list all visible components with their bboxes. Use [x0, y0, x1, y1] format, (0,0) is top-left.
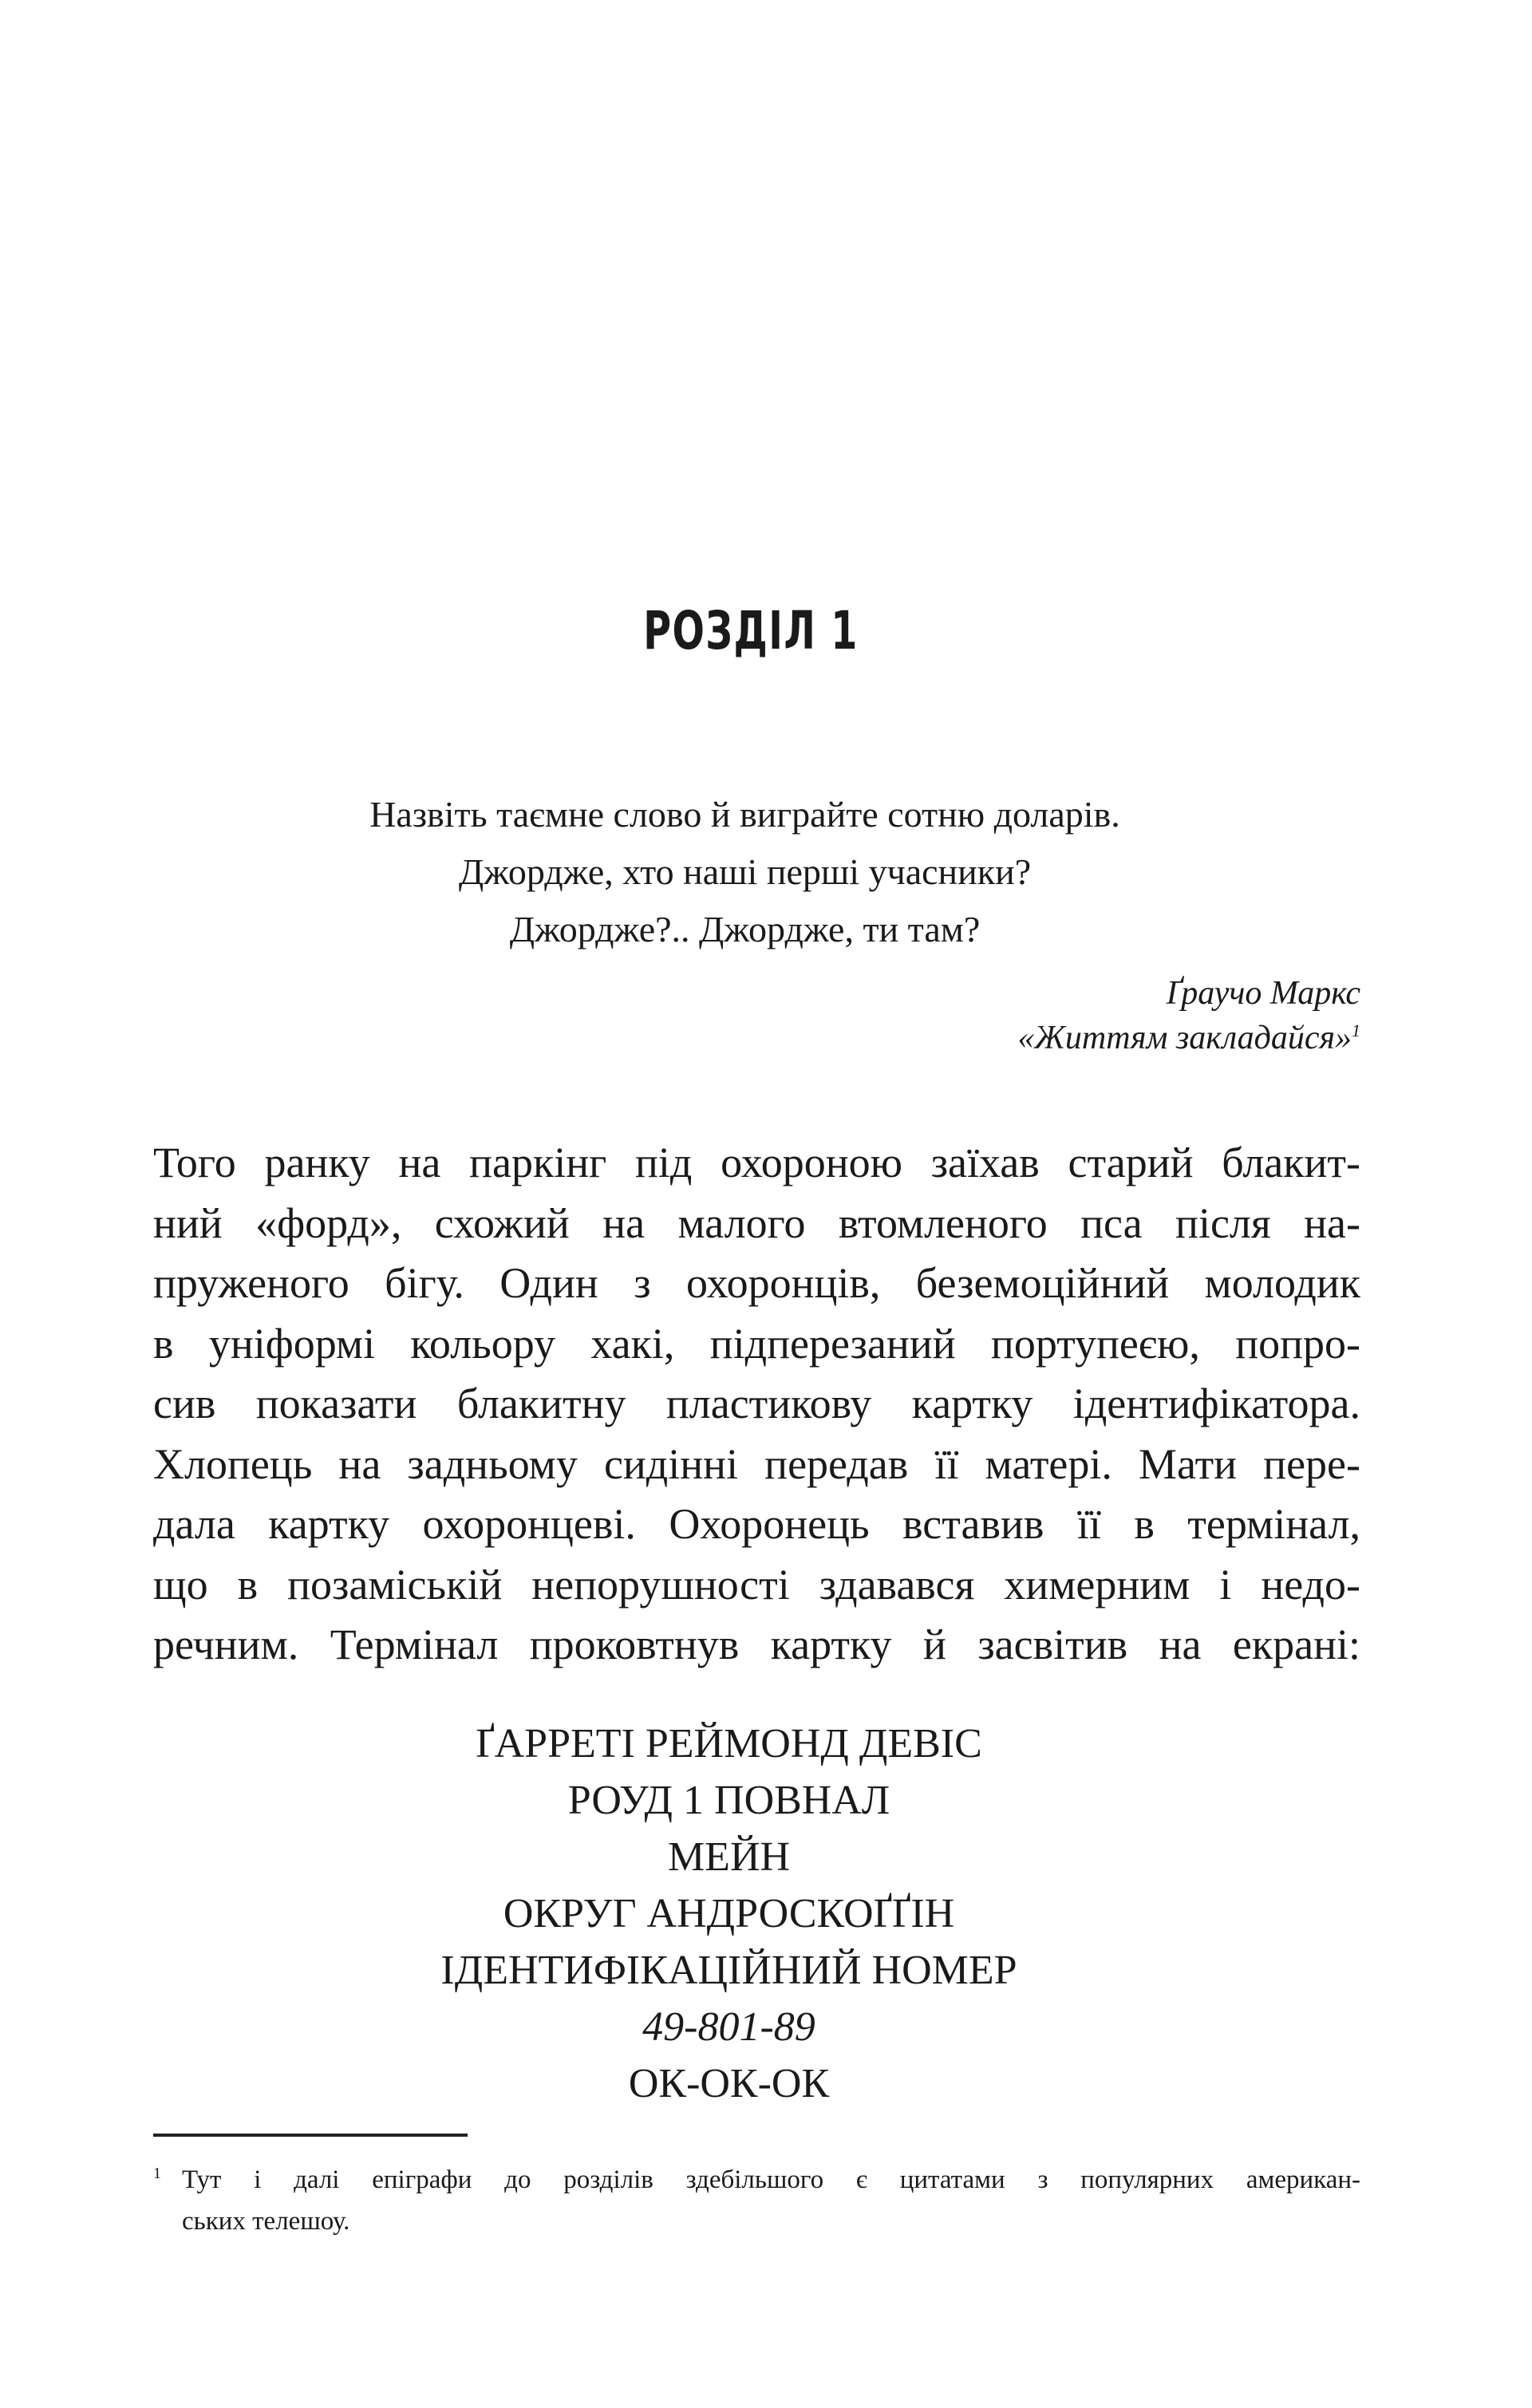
body-line: що в позаміській непорушності здавався химерним і недо-	[153, 1560, 1360, 1609]
terminal-line: ОКРУГ АНДРОСКОҐҐІН	[503, 1891, 955, 1936]
body-line: Хлопець на задньому сидінні передав її матері. Мати пере-	[153, 1439, 1360, 1488]
terminal-line: МЕЙН	[667, 1834, 791, 1880]
epigraph-author: Ґраучо Маркс	[1166, 975, 1360, 1012]
epigraph-line: Джордже?.. Джордже, ти там?	[509, 909, 981, 949]
body-line: дала картку охоронцеві. Охоронець вставив її в термінал,	[153, 1500, 1360, 1548]
epigraph-line: Джордже, хто наші перші учасники?	[458, 851, 1032, 892]
terminal-line: ОК-ОК-ОК	[628, 2061, 830, 2106]
terminal-line: ІДЕНТИФІКАЦІЙНИЙ НОМЕР	[440, 1948, 1017, 1993]
footnote-divider	[153, 2134, 468, 2137]
body-line: ний «форд», схожий на малого втомленого пса після на-	[153, 1198, 1360, 1247]
terminal-id-number: 49-801-89	[642, 2004, 815, 2050]
epigraph-line: Назвіть таємне слово й виграйте сотню доларів.	[369, 794, 1120, 835]
footnote-line	[153, 2159, 1360, 2201]
footnote-number: 1	[153, 2165, 161, 2182]
epigraph	[153, 786, 1360, 1060]
terminal-line: ҐАРРЕТІ РЕЙМОНД ДЕВІС	[476, 1721, 982, 1767]
footnote-ref: 1	[1352, 1020, 1360, 1040]
body-line: пруженого бігу. Один з охоронців, беземоційний молодик	[153, 1259, 1360, 1307]
body-paragraph	[153, 1133, 1360, 1676]
body-line: сив показати блакитну пластикову картку ідентифікатора.	[153, 1380, 1360, 1427]
footnote	[153, 2159, 1360, 2242]
terminal-display	[153, 1715, 1360, 2112]
chapter-heading: РОЗДІЛ 1	[643, 600, 859, 661]
footnote-line: ських телешоу.	[182, 2207, 350, 2236]
body-line: в уніформі кольору хакі, підперезаний портупеєю, попро-	[153, 1319, 1360, 1368]
footnote-text: Тут і далі епіграфи до розділів здебільшого є цитатами з популярних американ-	[182, 2165, 1360, 2194]
epigraph-source: «Життям закладайся»	[1017, 1020, 1352, 1056]
terminal-line: РОУД 1 ПОВНАЛ	[567, 1778, 890, 1823]
body-line: Того ранку на паркінг під охороною заїхав старий блакит-	[153, 1139, 1360, 1186]
epigraph-source-line	[153, 1016, 1360, 1060]
body-line: речним. Термінал проковтнув картку й засвітив на екрані:	[153, 1620, 1360, 1668]
